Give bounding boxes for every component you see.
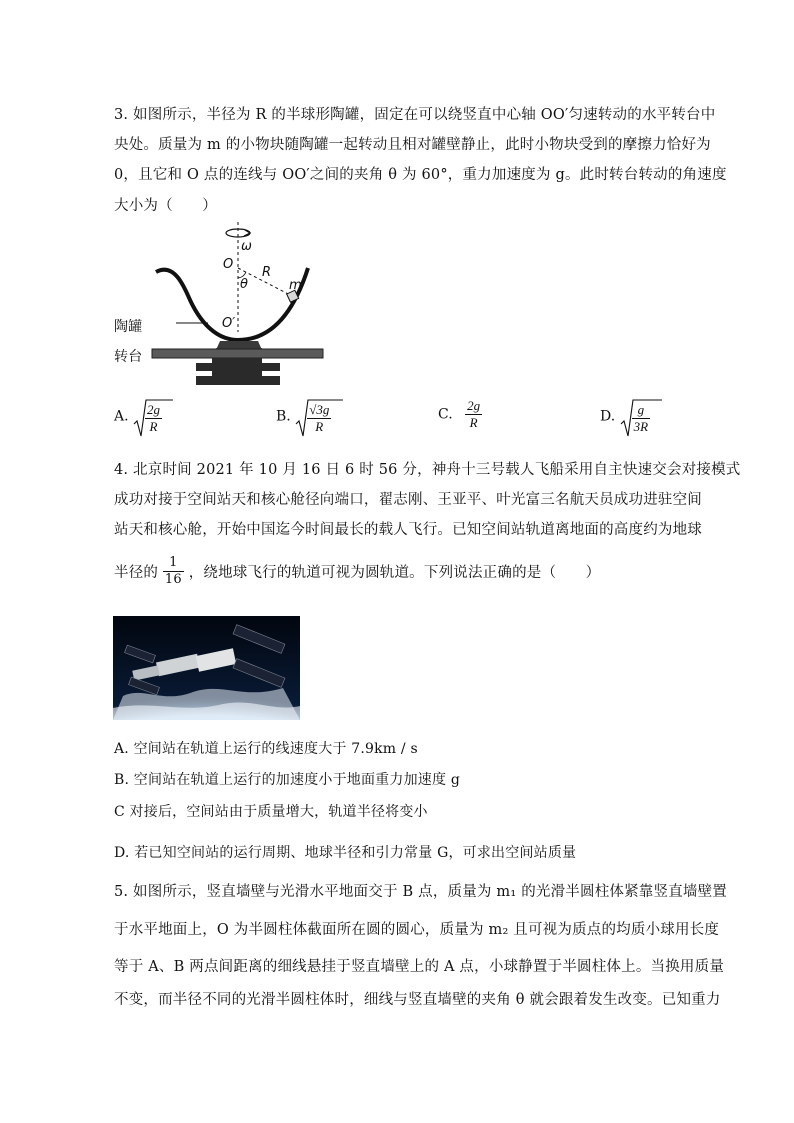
- space-station-image: [113, 616, 300, 720]
- option-c-denominator: R: [469, 415, 478, 430]
- q3-option-a[interactable]: [114, 398, 162, 435]
- space-station-photo: [113, 616, 300, 720]
- omega-label: ω: [241, 239, 252, 254]
- q3-line-1: 3. 如图所示，半径为 R 的半球形陶罐，固定在可以绕竖直中心轴 OO′匀速转动的水平转台中: [114, 107, 716, 123]
- q4-option-d[interactable]: D. 若已知空间站的运行周期、地球半径和引力常量 G，可求出空间站质量: [114, 845, 577, 861]
- radius-label: R: [262, 265, 272, 280]
- option-c-numerator: 2g: [467, 398, 481, 413]
- sqrt-d: [620, 398, 650, 435]
- option-d-letter: D.: [600, 408, 616, 425]
- q5-line-4: 不变，而半径不同的光滑半圆柱体时，细线与竖直墙壁的夹角 θ 就会跟着发生改变。已知重力: [114, 992, 721, 1008]
- q4-fraction-denominator: 16: [164, 572, 182, 587]
- mass-label: m: [289, 278, 302, 293]
- radical-sign-icon: [133, 398, 173, 440]
- q4-fraction: [163, 555, 184, 588]
- option-b-letter: B.: [276, 408, 291, 425]
- option-a-numerator: 2g: [147, 402, 161, 417]
- option-b-numerator: √3g: [309, 402, 330, 417]
- q4-line-1: 4. 北京时间 2021 年 10 月 16 日 6 时 56 分，神舟十三号载人飞船采用自主快速交会对接模式: [114, 462, 741, 478]
- option-d-numerator: g: [632, 402, 650, 419]
- pot-label: 陶罐: [114, 319, 143, 335]
- q4-line-4-prefix: 半径的: [114, 565, 159, 581]
- option-d-denominator: 3R: [633, 419, 649, 434]
- q3-line-3: 0，且它和 O 点的连线与 OO′之间的夹角 θ 为 60°，重力加速度为 g。此时转台转动的角速度: [114, 167, 727, 183]
- point-o-prime-label: O′: [222, 316, 236, 331]
- q5-line-3: 等于 A、B 两点间距离的细线悬挂于竖直墙壁上的 A 点，小球静置于半圆柱体上。当换用质量: [114, 959, 725, 975]
- q4-line-2: 成功对接于空间站天和核心舱径向端口，翟志刚、王亚平、叶光富三名航天员成功进驻空间: [114, 492, 702, 508]
- radical-sign-icon: [295, 398, 343, 440]
- q5-line-2: 于水平地面上，O 为半圆柱体截面所在圆的圆心，质量为 m₂ 且可视为质点的均质小球用长度: [114, 922, 720, 938]
- q3-option-d[interactable]: [600, 398, 650, 435]
- q4-option-a[interactable]: A. 空间站在轨道上运行的线速度大于 7.9km / s: [114, 741, 418, 757]
- q4-fraction-numerator: 1: [163, 555, 184, 572]
- theta-label: θ: [240, 277, 248, 292]
- q4-line-4: [114, 555, 600, 588]
- option-c-letter: C.: [438, 406, 453, 423]
- q3-figure-pot-turntable: [112, 220, 332, 390]
- option-a-letter: A.: [114, 408, 129, 425]
- turntable-label: 转台: [114, 349, 143, 365]
- radical-sign-icon: [620, 398, 662, 440]
- sqrt-a: [133, 398, 162, 435]
- q5-line-1: 5. 如图所示，竖直墙壁与光滑水平地面交于 B 点，质量为 m₁ 的光滑半圆柱体紧靠竖直墙壁置: [114, 884, 727, 900]
- sqrt-b: [295, 398, 331, 435]
- q3-option-b[interactable]: [276, 398, 331, 435]
- q3-line-4: 大小为（ ）: [114, 198, 217, 214]
- q4-line-4-suffix: ，绕地球飞行的轨道可视为圆轨道。下列说法正确的是（ ）: [188, 565, 601, 581]
- point-o-label: O: [223, 257, 234, 272]
- q4-option-b[interactable]: B. 空间站在轨道上运行的加速度小于地面重力加速度 g: [114, 772, 460, 788]
- pot-diagram: [112, 220, 332, 390]
- q4-option-c[interactable]: C 对接后，空间站由于质量增大，轨道半径将变小: [114, 804, 428, 820]
- q4-line-3: 站天和核心舱，开始中国迄今时间最长的载人飞行。已知空间站轨道离地面的高度约为地球: [114, 522, 702, 538]
- option-a-denominator: R: [149, 419, 158, 434]
- q3-option-c[interactable]: [438, 398, 482, 431]
- q3-line-2: 央处。质量为 m 的小物块随陶罐一起转动且相对罐壁静止，此时小物块受到的摩擦力恰好为: [114, 137, 711, 153]
- option-b-denominator: R: [315, 419, 324, 434]
